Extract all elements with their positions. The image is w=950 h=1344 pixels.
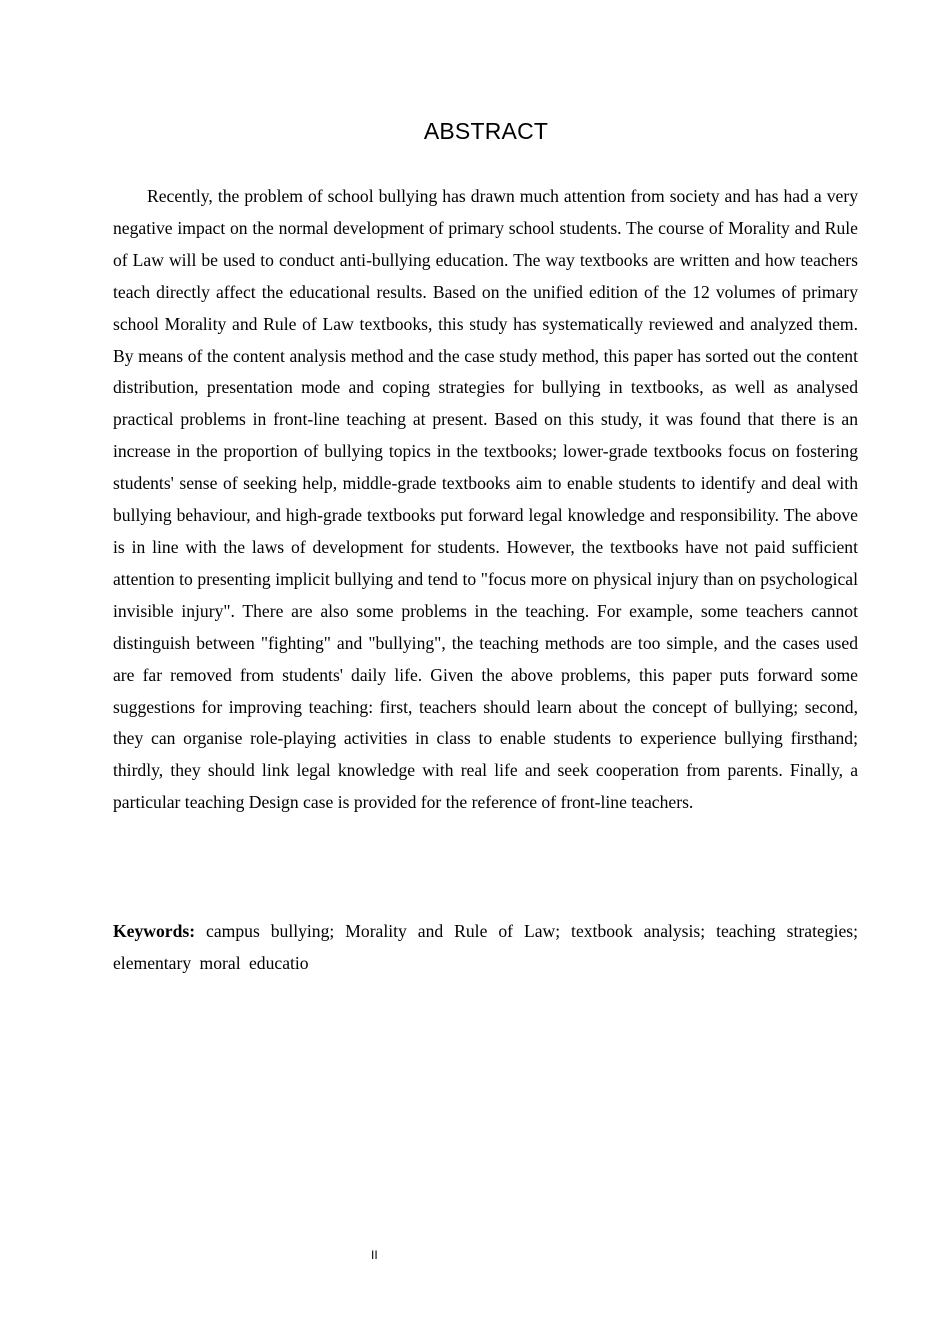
abstract-title: ABSTRACT xyxy=(423,118,549,144)
keywords-label: Keywords: xyxy=(113,921,196,941)
keywords-text: campus bullying; Morality and Rule of Law; textbook analysis; teaching strategies; elementary moral educatio xyxy=(113,921,858,973)
page-number: II xyxy=(371,1248,378,1262)
keywords-line xyxy=(113,915,858,979)
abstract-paragraph: Recently, the problem of school bullying has drawn much attention from society and has had a very negative impact on the normal development of primary school students. The course of Morality and Rule of Law will be used to conduct anti-bullying education. The way textbooks are written and how teachers teach directly affect the educational results. Based on the unified edition of the 12 volumes of primary school Morality and Rule of Law textbooks, this study has systematically reviewed and analyzed them. By means of the content analysis method and the case study method, this paper has sorted out the content distribution, presentation mode and coping strategies for bullying in textbooks, as well as analysed practical problems in front-line teaching at present. Based on this study, it was found that there is an increase in the proportion of bullying topics in the textbooks; lower-grade textbooks focus on fostering students' sense of seeking help, middle-grade textbooks aim to enable students to identify and deal with bullying behaviour, and high-grade textbooks put forward legal knowledge and responsibility. The above is in line with the laws of development for students. However, the textbooks have not paid sufficient attention to presenting implicit bullying and tend to "focus more on physical injury than on psychological invisible injury". There are also some problems in the teaching. For example, some teachers cannot distinguish between "fighting" and "bullying", the teaching methods are too simple, and the cases used are far removed from students' daily life. Given the above problems, this paper puts forward some suggestions for improving teaching: first, teachers should learn about the concept of bullying; second, they can organise role-playing activities in class to enable students to experience bullying firsthand; thirdly, they should link legal knowledge with real life and seek cooperation from parents. Finally, a particular teaching Design case is provided for the reference of front-line teachers. xyxy=(113,186,858,813)
